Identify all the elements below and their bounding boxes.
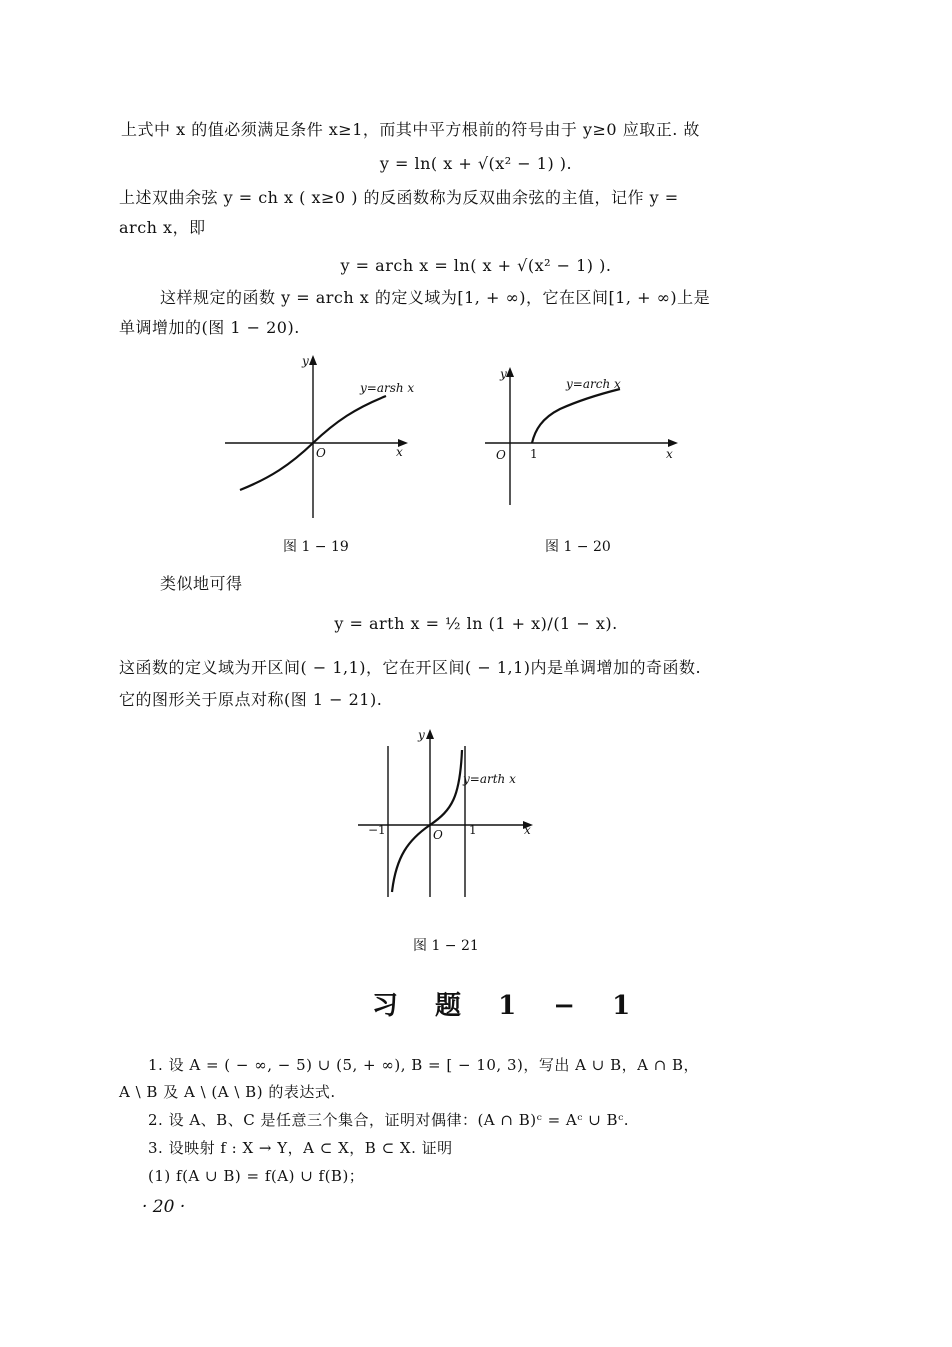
x-label: x: [666, 447, 673, 461]
caption-fig-1-20: 图 1 − 20: [545, 539, 611, 555]
section-title: 习 题 1 − 1: [372, 991, 645, 1021]
text-line-3: arch x，即: [119, 218, 206, 237]
formula-arch: y = arch x = ln( x + √(x² − 1) ).: [340, 256, 612, 275]
text-line-7: 这函数的定义域为开区间( − 1,1)，它在开区间( − 1,1)内是单调增加的奇函数.: [119, 658, 702, 677]
text-line-6: 类似地可得: [160, 574, 243, 593]
y-label: y: [418, 728, 425, 742]
tick-one: 1: [530, 447, 538, 461]
origin-label: O: [433, 828, 443, 842]
caption-fig-1-21: 图 1 − 21: [413, 938, 479, 954]
exercise-3: 3. 设映射 f : X → Y，A ⊂ X，B ⊂ X. 证明: [148, 1139, 453, 1157]
text-line-4: 这样规定的函数 y = arch x 的定义域为[1, + ∞)，它在区间[1, + ∞)上是: [160, 288, 711, 307]
exercise-1-line-2: A \ B 及 A \ (A \ B) 的表达式.: [119, 1083, 336, 1101]
curve-label: y=arth x: [463, 772, 516, 786]
x-arrow: [668, 439, 678, 447]
exercise-1-line-1: 1. 设 A = ( − ∞, − 5) ∪ (5, + ∞), B = [ − 10, 3)，写出 A ∪ B，A ∩ B，: [148, 1056, 700, 1074]
text-line-5: 单调增加的(图 1 − 20).: [119, 318, 300, 337]
curve-label: y=arch x: [566, 377, 621, 391]
text-line-1: 上式中 x 的值必须满足条件 x≥1，而其中平方根前的符号由于 y≥0 应取正. 故: [121, 120, 700, 139]
arch-curve: [532, 389, 620, 443]
y-label: y: [302, 354, 309, 368]
y-label: y: [500, 367, 507, 381]
tick-neg-one: −1: [368, 823, 386, 837]
figure-1-19: [220, 350, 420, 520]
page-number: · 20 ·: [142, 1197, 186, 1217]
curve-label: y=arsh x: [360, 381, 415, 395]
origin-label: O: [316, 446, 326, 460]
y-arrow: [309, 355, 317, 365]
y-arrow: [426, 729, 434, 739]
text-line-8: 它的图形关于原点对称(图 1 − 21).: [119, 690, 383, 709]
exercise-3-part-1: (1) f(A ∪ B) = f(A) ∪ f(B)；: [148, 1167, 365, 1185]
exercise-2: 2. 设 A、B、C 是任意三个集合，证明对偶律：(A ∩ B)ᶜ = Aᶜ ∪ Bᶜ.: [148, 1111, 630, 1129]
arth-curve: [392, 750, 462, 892]
origin-label: O: [496, 448, 506, 462]
formula-ln: y = ln( x + √(x² − 1) ).: [379, 154, 573, 173]
caption-fig-1-19: 图 1 − 19: [283, 539, 349, 555]
formula-arth: y = arth x = ½ ln (1 + x)/(1 − x).: [334, 614, 618, 633]
x-label: x: [396, 445, 403, 459]
tick-one: 1: [469, 823, 477, 837]
x-label: x: [524, 823, 531, 837]
figure-1-20: [480, 360, 690, 510]
text-line-2: 上述双曲余弦 y = ch x ( x≥0 ) 的反函数称为反双曲余弦的主值，记作 y =: [119, 188, 679, 207]
figure-1-21: [350, 722, 550, 902]
y-arrow: [506, 367, 514, 377]
